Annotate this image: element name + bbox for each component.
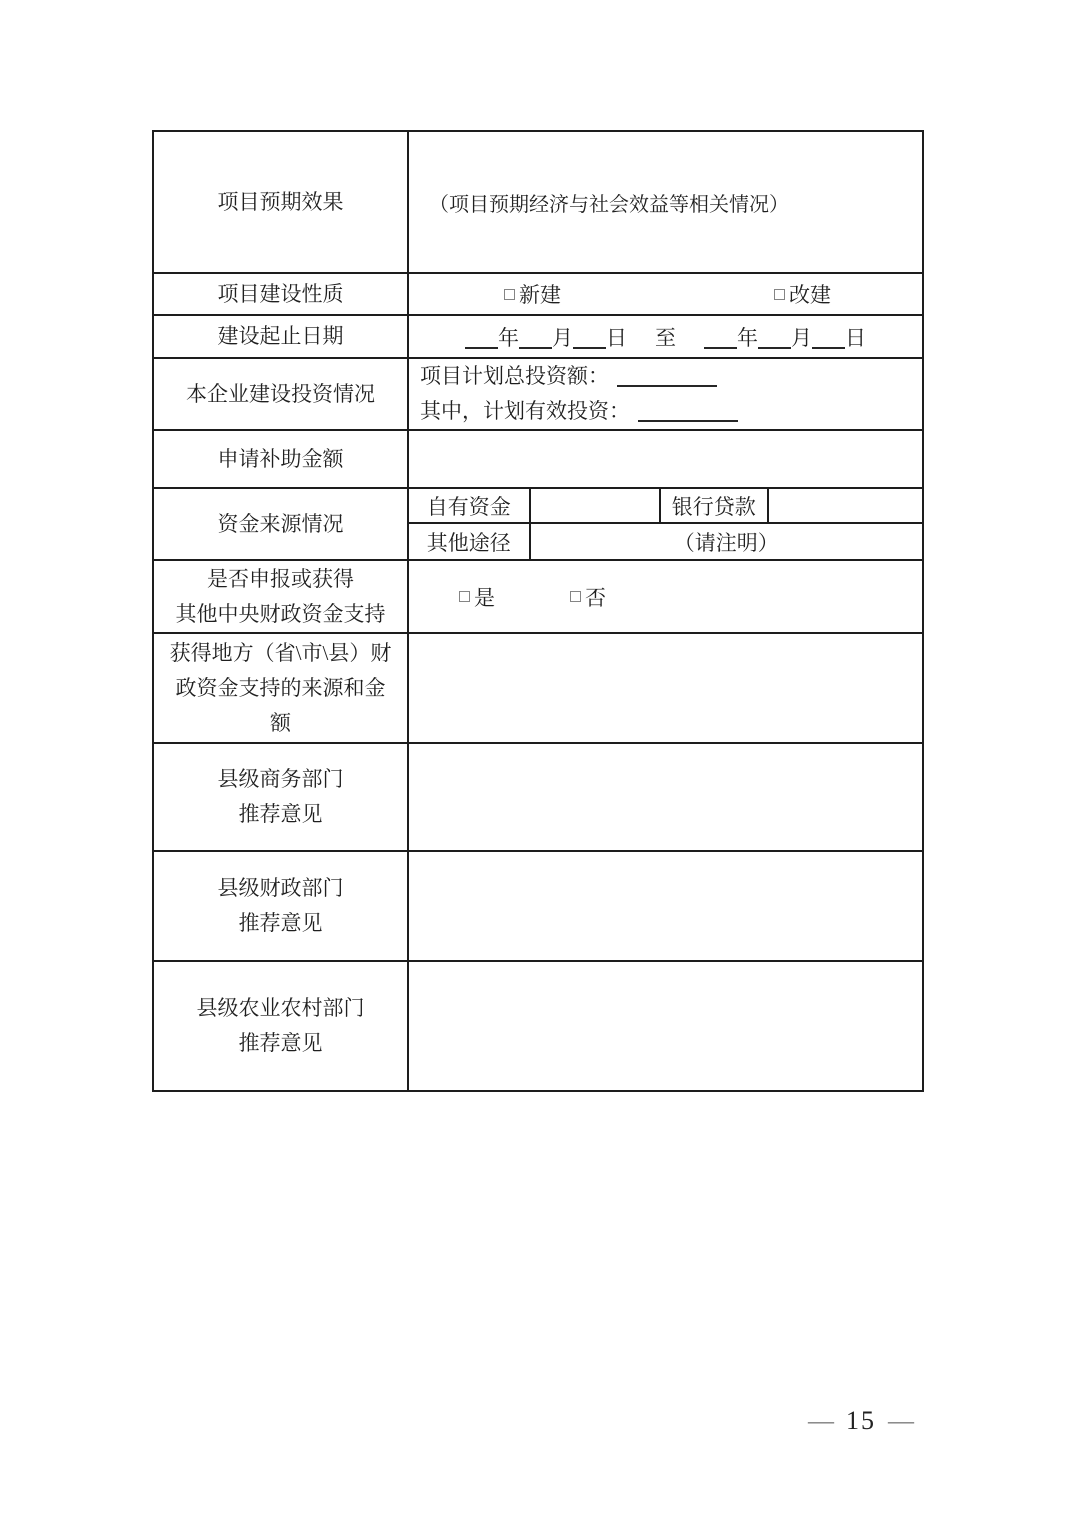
finance-dept-opinion-label: 县级财政部门 推荐意见 [153,851,408,961]
blank-year-end [704,335,737,349]
subsidy-amount-label: 申请补助金额 [153,430,408,488]
agriculture-dept-opinion-cell [408,961,923,1091]
bank-loan-value-cell [769,489,922,524]
page-number-footer [808,1406,914,1436]
blank-total-investment [617,373,717,387]
year-label: 年 [498,325,519,350]
expected-effect-label: 项目预期效果 [153,131,408,273]
checkbox-icon[interactable] [504,289,515,300]
other-channels-label: 其他途径 [409,524,531,559]
row-local-funds-support [153,633,923,743]
month-label: 月 [791,325,812,350]
checkbox-option-no-label: 否 [585,585,606,610]
agriculture-dept-opinion-label: 县级农业农村部门 推荐意见 [153,961,408,1091]
row-expected-effect [153,131,923,273]
enterprise-investment-label: 本企业建设投资情况 [153,358,408,430]
checkbox-option-no[interactable] [570,582,606,612]
page-number: 15 [846,1406,876,1435]
row-agriculture-dept-opinion [153,961,923,1091]
finance-dept-opinion-cell [408,851,923,961]
date-range-line [409,322,922,352]
blank-year-start [465,335,498,349]
effective-investment-line: 其中，计划有效投资： [420,394,922,429]
local-funds-support-label: 获得地方（省\市\县）财 政资金支持的来源和金 额 [153,633,408,743]
month-label: 月 [552,325,573,350]
checkbox-option-new-label: 新建 [519,283,561,307]
footer-right-dash: — [888,1406,914,1435]
blank-month-start [519,335,552,349]
checkbox-option-rebuild[interactable] [774,279,831,309]
checkbox-icon[interactable] [774,289,785,300]
other-channels-note-cell [531,524,922,559]
please-specify-note: （请注明） [673,530,779,555]
self-funds-value-cell [531,489,662,524]
day-label: 日 [606,325,627,350]
blank-day-end [812,335,845,349]
row-construction-nature [153,273,923,315]
total-investment-line: 项目计划总投资额： [420,359,922,394]
to-label: 至 [655,325,676,350]
construction-nature-label: 项目建设性质 [153,273,408,315]
blank-day-start [573,335,606,349]
funding-sources-cell [408,488,923,560]
construction-dates-cell [408,315,923,358]
checkbox-option-rebuild-label: 改建 [789,283,831,307]
checkbox-option-new[interactable] [504,279,561,309]
year-label: 年 [737,325,758,350]
expected-effect-cell [408,131,923,273]
local-funds-support-cell [408,633,923,743]
construction-dates-label: 建设起止日期 [153,315,408,358]
row-subsidy-amount [153,430,923,488]
construction-nature-cell [408,273,923,315]
subsidy-amount-cell [408,430,923,488]
blank-month-end [758,335,791,349]
row-funding-sources [153,488,923,560]
expected-effect-note: （项目预期经济与社会效益等相关情况） [429,193,789,216]
commerce-dept-opinion-cell [408,743,923,851]
day-label: 日 [845,325,866,350]
row-central-funds-support [153,560,923,633]
footer-left-dash: — [808,1406,834,1435]
row-construction-dates [153,315,923,358]
checkbox-option-yes[interactable] [459,582,495,612]
funding-sub-table [409,489,922,559]
row-commerce-dept-opinion [153,743,923,851]
central-funds-support-label: 是否申报或获得 其他中央财政资金支持 [153,560,408,633]
commerce-dept-opinion-label: 县级商务部门 推荐意见 [153,743,408,851]
row-finance-dept-opinion [153,851,923,961]
enterprise-investment-cell [408,358,923,430]
funding-sources-label: 资金来源情况 [153,488,408,560]
checkbox-option-yes-label: 是 [474,585,495,610]
bank-loan-label: 银行贷款 [661,489,769,524]
row-enterprise-investment [153,358,923,430]
blank-effective-investment [638,408,738,422]
self-funds-label: 自有资金 [409,489,531,524]
checkbox-icon[interactable] [459,591,470,602]
application-form-table [152,130,924,1092]
central-funds-support-cell [408,560,923,633]
checkbox-icon[interactable] [570,591,581,602]
